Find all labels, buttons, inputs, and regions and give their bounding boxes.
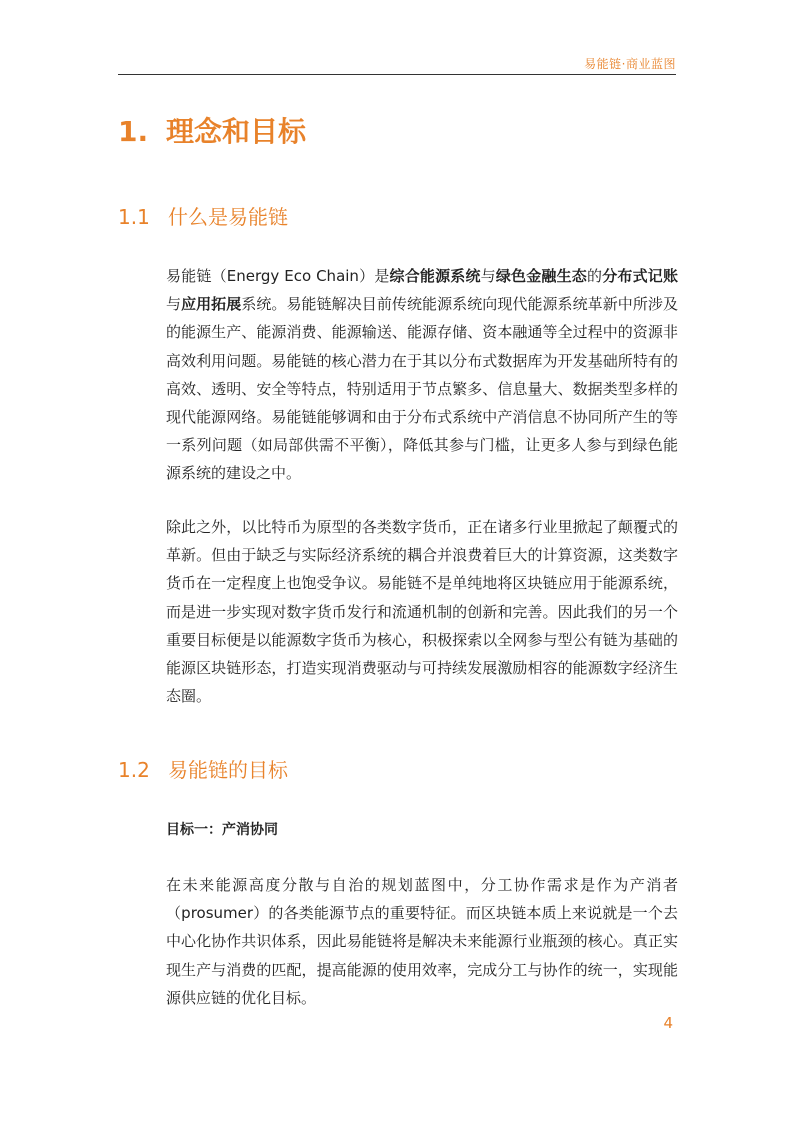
section-heading-1-1 xyxy=(118,201,288,230)
text-run: 与 xyxy=(480,267,496,285)
section-title: 易能链的目标 xyxy=(168,758,288,782)
text-run: 系统。易能链解决目前传统能源系统向现代能源系统革新中所涉及的能源生产、能源消费、能源输送、能源存储、资本融通等全过程中的资源非高效利用问题。易能链的核心潜力在于其以分布式数据库为开发基础所特有的高效、透明、安全等特点，特别适用于节点繁多、信息量大、数据类型多样的现代能源网络。易能链能够调和由于分布式系统中产消信息不协同所产生的等一系列问题（如局部供需不平衡），降低其参与门槛，让更多人参与到绿色能源系统的建设之中。 xyxy=(166,295,678,483)
paragraph-what-is xyxy=(166,262,678,488)
running-header: 易能链·商业蓝图 xyxy=(584,57,676,71)
section-number: 1.1 xyxy=(118,205,150,229)
bold-term: 综合能源系统 xyxy=(389,267,481,285)
text-run: 的 xyxy=(587,267,603,285)
text-run: 易能链（Energy Eco Chain）是 xyxy=(166,267,390,285)
bold-term: 应用拓展 xyxy=(181,295,242,314)
paragraph-digital-currency: 除此之外，以比特币为原型的各类数字货币，正在诸多行业里掀起了颠覆式的革新。但由于缺乏与实际经济系统的耦合并浪费着巨大的计算资源，这类数字货币在一定程度上也饱受争议。易能链不是单纯地将区块链应用于能源系统，而是进一步实现对数字货币发行和流通机制的创新和完善。因此我们的另一个重要目标便是以能源数字货币为核心，积极探索以全网参与型公有链为基础的能源区块链形态，打造实现消费驱动与可持续发展激励相容的能源数字经济生态圈。 xyxy=(166,518,678,706)
chapter-number: 1. xyxy=(118,115,149,148)
page-number: 4 xyxy=(663,1014,673,1032)
bold-term: 绿色金融生态 xyxy=(495,267,587,285)
section-title: 什么是易能链 xyxy=(168,205,288,229)
goal-one-title: 目标一：产消协同 xyxy=(166,822,278,838)
section-heading-1-2 xyxy=(118,754,288,783)
chapter-title: 理念和目标 xyxy=(166,115,307,148)
bold-term: 分布式记账 xyxy=(602,267,678,285)
section-number: 1.2 xyxy=(118,758,150,782)
chapter-heading xyxy=(118,110,306,150)
text-run: 与 xyxy=(166,295,182,314)
header-divider xyxy=(118,74,676,75)
paragraph-goal-one: 在未来能源高度分散与自治的规划蓝图中，分工协作需求是作为产消者（prosumer）的各类能源节点的重要特征。而区块链本质上来说就是一个去中心化协作共识体系，因此易能链将是解决未来能源行业瓶颈的核心。真正实现生产与消费的匹配，提高能源的使用效率，完成分工与协作的统一，实现能源供应链的优化目标。 xyxy=(166,876,678,1007)
